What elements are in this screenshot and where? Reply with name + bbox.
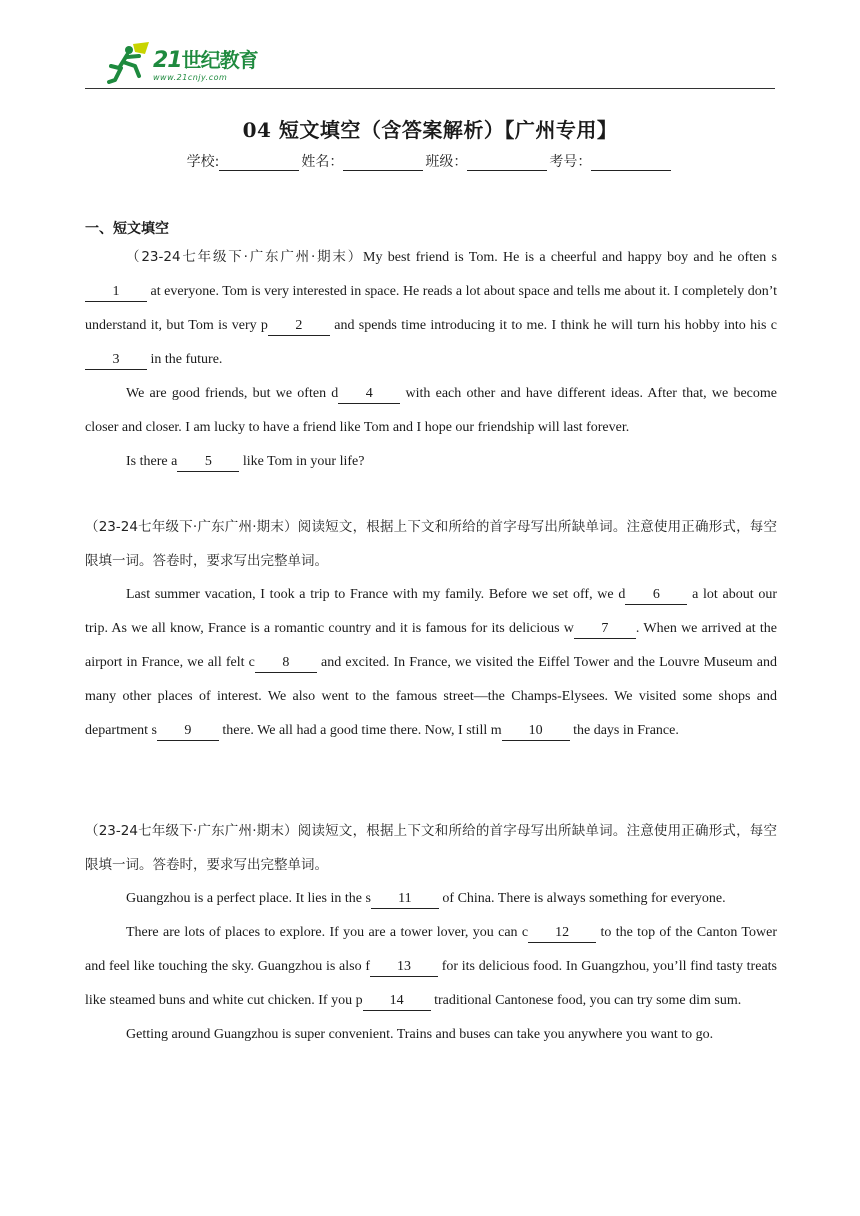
page-header [85,38,775,89]
answer-blank-3[interactable]: 3 [85,351,147,370]
passage-1-p1: My best friend is Tom. He is a cheerful and happy boy and he often s1 at everyone. Tom is very interested in space. He reads a lot about space and tells me about it. I completely don’t understand it, but Tom is very p 2 and spends time introducing it to me. I think he will turn his hobby into his c3 in the future. [85,250,777,367]
passage-3 [85,814,777,1052]
answer-blank-2[interactable]: 2 [268,317,330,336]
answer-blank-1[interactable]: 1 [85,283,147,302]
answer-blank-14[interactable]: 14 [363,992,431,1011]
passage-3-p3: Getting around Guangzhou is super convenient. Trains and buses can take you anywhere you want to go. [126,1027,714,1042]
answer-blank-5[interactable]: 5 [177,453,239,472]
passage-3-source: （23-24七年级下·广东广州·期末）阅读短文，根据上下文和所给的首字母写出所缺单词。注意使用正确形式，每空限填一词。答卷时，要求写出完整单词。 [85,823,777,873]
running-man-logo-icon [105,42,151,84]
answer-blank-6[interactable]: 6 [625,586,687,605]
school-label: 学校: [186,154,220,170]
student-info-line [0,151,860,171]
passage-1-p3: Is there a 5 like Tom in your life? [85,445,777,479]
name-blank[interactable] [343,156,423,171]
logo-chinese: 世纪教育 [181,48,258,72]
answer-blank-7[interactable]: 7 [574,620,636,639]
passage-1-source: （23-24七年级下·广东广州·期末） [126,249,364,265]
answer-blank-12[interactable]: 12 [528,924,596,943]
passage-2 [85,510,777,748]
answer-blank-11[interactable]: 11 [371,890,439,909]
class-label: 班级： [425,154,468,170]
logo [105,42,258,86]
document-title: 04 短文填空（含答案解析）【广州专用】 [242,118,618,142]
passage-1 [85,240,777,479]
name-label: 姓名： [301,154,344,170]
passage-3-p1: Guangzhou is a perfect place. It lies in the s 11 of China. There is always something for everyone. [85,882,777,916]
passage-2-p1: Last summer vacation, I took a trip to France with my family. Before we set off, we d 6 a lot about our trip. As we all know, France is a romantic country and it is famous for its delicious w 7 . When we arrived at the airport in France, we all felt c 8 and excited. In France, we visited the Eiffel Tower and the Louvre Museum and many other places of interest. We also went to the famous street—the Champs-Elysees. We visited some shops and department s 9 there. We all had a good time there. Now, I still m 10 the days in France. [85,578,777,748]
answer-blank-4[interactable]: 4 [338,385,400,404]
class-blank[interactable] [467,156,547,171]
passage-2-source: （23-24七年级下·广东广州·期末）阅读短文，根据上下文和所给的首字母写出所缺单词。注意使用正确形式，每空限填一词。答卷时，要求写出完整单词。 [85,519,777,569]
exam-no-blank[interactable] [591,156,671,171]
answer-blank-10[interactable]: 10 [502,722,570,741]
answer-blank-8[interactable]: 8 [255,654,317,673]
passage-3-p2: There are lots of places to explore. If you are a tower lover, you can c 12 to the top of the Canton Tower and feel like touching the sky. Guangzhou is also f 13 for its delicious food. In Guangzhou, you’ll find tasty treats like steamed buns and white cut chicken. If you p 14 traditional Cantonese food, you can try some dim sum. [85,916,777,1018]
answer-blank-13[interactable]: 13 [370,958,438,977]
logo-url: www.21cnjy.com [153,73,228,82]
logo-number: 21 [153,48,182,73]
passage-1-p2: We are good friends, but we often d 4 with each other and have different ideas. After that, we become closer and closer. I am lucky to have a friend like Tom and I hope our friendship will last forever. [85,386,777,435]
section-heading: 一、短文填空 [85,221,169,237]
logo-text [153,48,258,83]
school-blank[interactable] [219,156,299,171]
exam-no-label: 考号： [549,154,592,170]
answer-blank-9[interactable]: 9 [157,722,219,741]
